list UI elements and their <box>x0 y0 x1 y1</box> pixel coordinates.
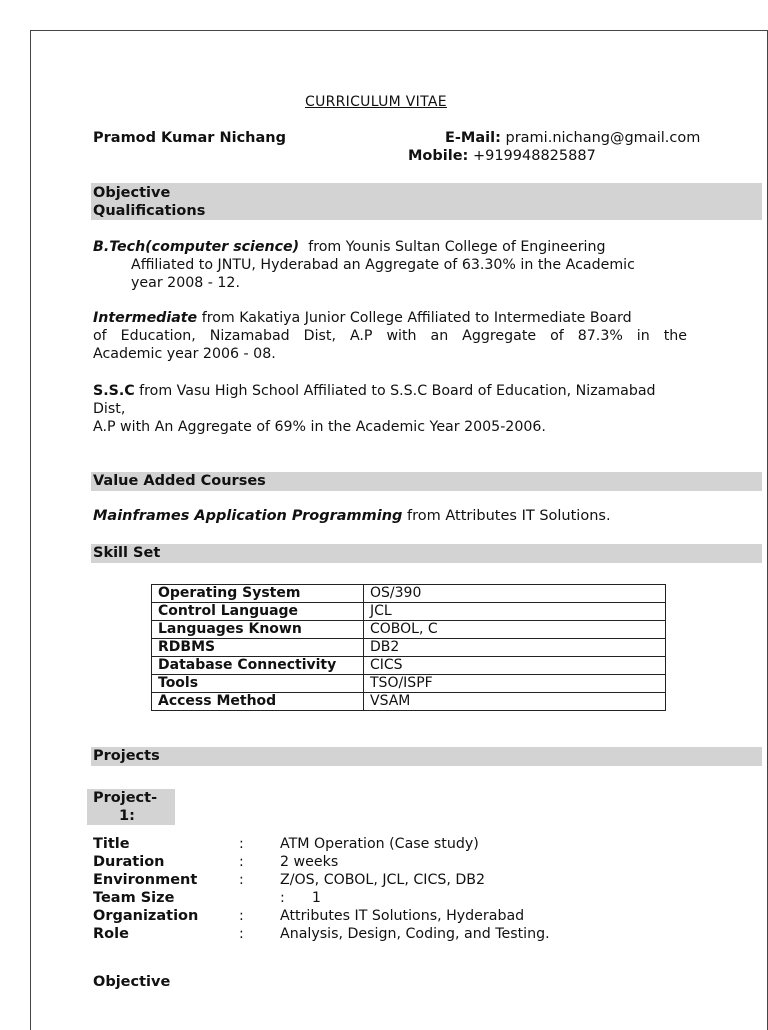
course-title: Mainframes Application Programming <box>93 508 403 524</box>
project-row-label: Title <box>93 836 130 852</box>
qualification-intermediate <box>93 309 693 363</box>
skill-key: Database Connectivity <box>152 657 364 675</box>
ssc-line3: A.P with An Aggregate of 69% in the Academic Year 2005-2006. <box>93 419 546 435</box>
btech-line2: Affiliated to JNTU, Hyderabad an Aggregate of 63.30% in the Academic <box>131 257 635 273</box>
mobile-value: +919948825887 <box>472 148 596 164</box>
btech-title: B.Tech(computer science) <box>93 239 300 255</box>
project-row-label: Environment <box>93 872 198 888</box>
table-row <box>152 675 666 693</box>
section-skill-set: Skill Set <box>91 544 762 563</box>
inter-line2: of Education, Nizamabad Dist, A.P with an Aggregate of 87.3% in the <box>93 328 687 344</box>
skill-key: Languages Known <box>152 621 364 639</box>
table-row <box>152 639 666 657</box>
qualification-ssc <box>93 382 765 436</box>
table-row <box>152 603 666 621</box>
skill-key: Access Method <box>152 693 364 711</box>
table-row <box>152 621 666 639</box>
project-row-label: Role <box>93 926 129 942</box>
document-title: CURRICULUM VITAE <box>305 94 447 110</box>
project-row-colon: : <box>239 836 244 852</box>
skill-value: CICS <box>364 657 666 675</box>
skill-key: Operating System <box>152 585 364 603</box>
project-row-colon: : <box>239 854 244 870</box>
email-label: E-Mail: <box>445 130 501 146</box>
section-objective-qualifications <box>91 183 762 220</box>
resume-page <box>30 30 768 1030</box>
btech-line1: from Younis Sultan College of Engineering <box>308 239 606 255</box>
skills-table <box>151 584 666 711</box>
table-row <box>152 585 666 603</box>
ssc-line1: from Vasu High School Affiliated to S.S.C Board of Education, Nizamabad <box>139 383 656 399</box>
inter-line3: Academic year 2006 - 08. <box>93 346 276 362</box>
project-row-colon: : <box>239 926 244 942</box>
project-row-label: Duration <box>93 854 165 870</box>
project-label-line2: 1: <box>119 808 135 824</box>
table-row <box>152 657 666 675</box>
project-row-value: Z/OS, COBOL, JCL, CICS, DB2 <box>280 872 486 888</box>
skill-value: DB2 <box>364 639 666 657</box>
skill-value: OS/390 <box>364 585 666 603</box>
mobile-label: Mobile: <box>408 148 469 164</box>
project-row-value: Analysis, Design, Coding, and Testing. <box>280 926 550 942</box>
course-provider: from Attributes IT Solutions. <box>407 508 611 524</box>
section-value-added-courses: Value Added Courses <box>91 472 762 491</box>
project-1-label <box>87 789 175 825</box>
section-qualifications-heading: Qualifications <box>93 203 206 219</box>
inter-title: Intermediate <box>93 310 198 326</box>
project-row-label: Team Size <box>93 890 175 906</box>
skill-value: TSO/ISPF <box>364 675 666 693</box>
project-row-colon: : <box>239 908 244 924</box>
skill-value: JCL <box>364 603 666 621</box>
qualification-btech <box>93 238 733 292</box>
btech-line3: year 2008 - 12. <box>131 275 240 291</box>
project-objective-heading: Objective <box>93 974 171 990</box>
project-row-value: Attributes IT Solutions, Hyderabad <box>280 908 525 924</box>
skill-value: VSAM <box>364 693 666 711</box>
project-row-value: 2 weeks <box>280 854 339 870</box>
mobile-line <box>408 148 596 164</box>
section-projects: Projects <box>91 747 762 766</box>
skill-value: COBOL, C <box>364 621 666 639</box>
skill-key: RDBMS <box>152 639 364 657</box>
inter-line1: from Kakatiya Junior College Affiliated to Intermediate Board <box>201 310 632 326</box>
section-objective-heading: Objective <box>93 185 171 201</box>
ssc-line2: Dist, <box>93 401 126 417</box>
ssc-title: S.S.C <box>93 383 135 399</box>
skill-key: Control Language <box>152 603 364 621</box>
email-line <box>445 130 700 146</box>
candidate-name: Pramod Kumar Nichang <box>93 130 286 146</box>
table-row <box>152 693 666 711</box>
course-line <box>93 508 611 524</box>
project-row-value: ATM Operation (Case study) <box>280 836 479 852</box>
project-row-label: Organization <box>93 908 199 924</box>
project-row-colon: : <box>239 872 244 888</box>
project-row-value: : 1 <box>280 890 321 906</box>
email-value[interactable]: prami.nichang@gmail.com <box>505 130 701 146</box>
skill-key: Tools <box>152 675 364 693</box>
project-label-line1: Project- <box>93 790 158 806</box>
